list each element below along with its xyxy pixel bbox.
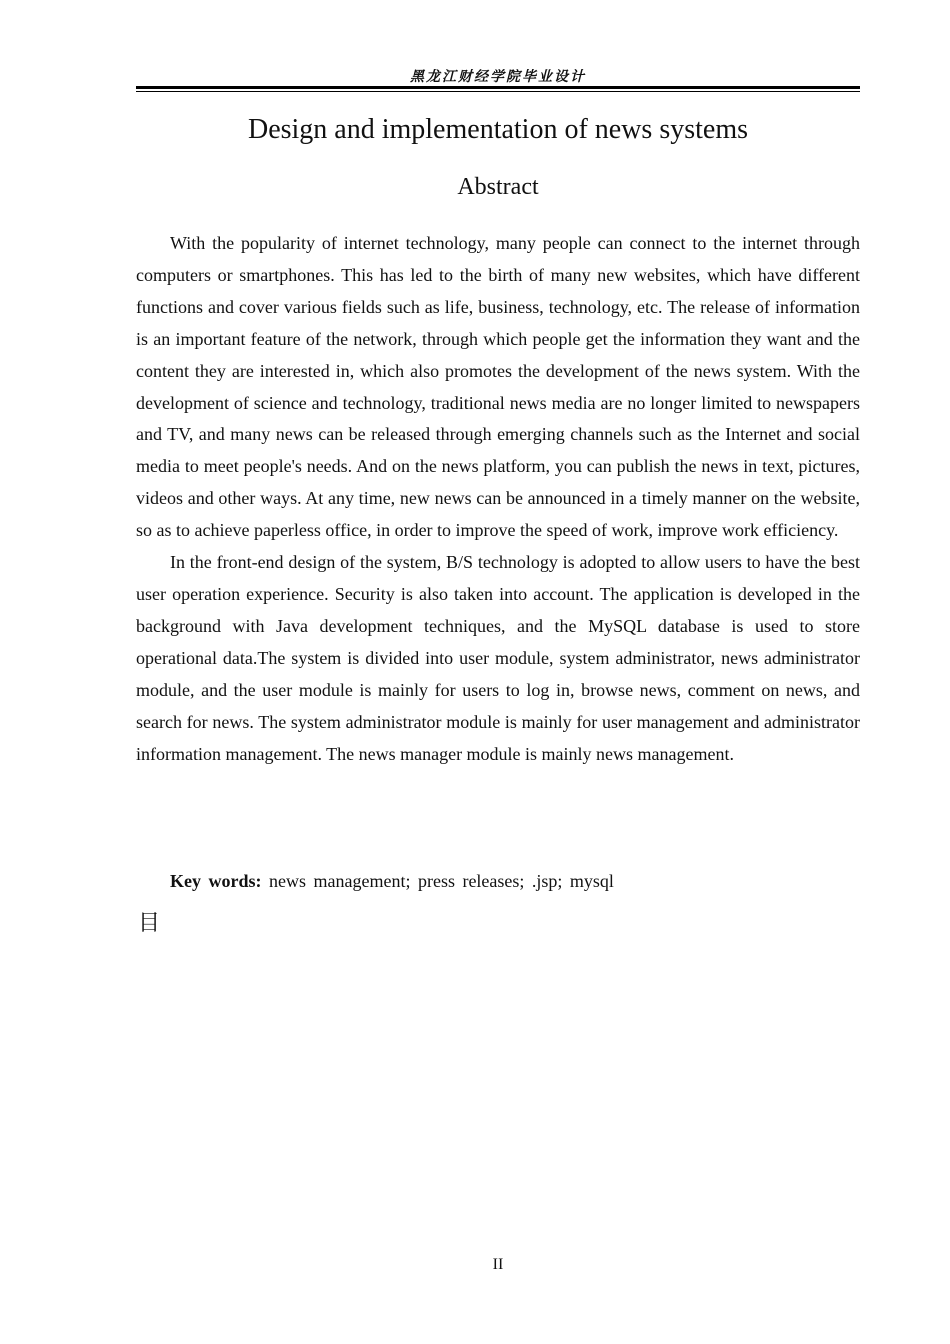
keywords-label: Key words: bbox=[170, 871, 262, 891]
header-rule-thin bbox=[136, 91, 860, 92]
abstract-heading: Abstract bbox=[457, 174, 539, 200]
abstract-paragraph-2: In the front-end design of the system, B/S technology is adopted to allow users to have the best user operation experience. Security is also taken into account. The application is developed in the background with Java development techniques, and the MySQL database is used to store operational data.The system is divided into user module, system administrator, news administrator module, and the user module is mainly for users to log in, browse news, comment on news, and search for news. The system administrator module is mainly for user management and administrator information management. The news manager module is mainly news management. bbox=[136, 552, 860, 764]
keywords-value: news management; press releases; .jsp; mysql bbox=[269, 871, 614, 891]
page-header-title: 黑龙江财经学院毕业设计 bbox=[410, 70, 586, 85]
document-title: Design and implementation of news systems bbox=[247, 114, 749, 145]
header-rule-thick bbox=[136, 86, 860, 89]
page-number: II bbox=[492, 1256, 504, 1273]
keywords-line bbox=[170, 866, 860, 898]
abstract-body bbox=[136, 228, 860, 770]
toc-heading-fragment: 目 bbox=[138, 911, 161, 936]
abstract-paragraph-1: With the popularity of internet technology, many people can connect to the internet through computers or smartphones. This has led to the birth of many new websites, which have different functions and cover various fields such as life, business, technology, etc. The release of information is an important feature of the network, through which people get the information they want and the content they are interested in, which also promotes the development of the news system. With the development of science and technology, traditional news media are no longer limited to newspapers and TV, and many news can be released through emerging channels such as the Internet and social media to meet people's needs. And on the news platform, you can publish the news in text, pictures, videos and other ways. At any time, new news can be announced in a timely manner on the website, so as to achieve paperless office, in order to improve the speed of work, improve work efficiency. bbox=[136, 233, 860, 541]
